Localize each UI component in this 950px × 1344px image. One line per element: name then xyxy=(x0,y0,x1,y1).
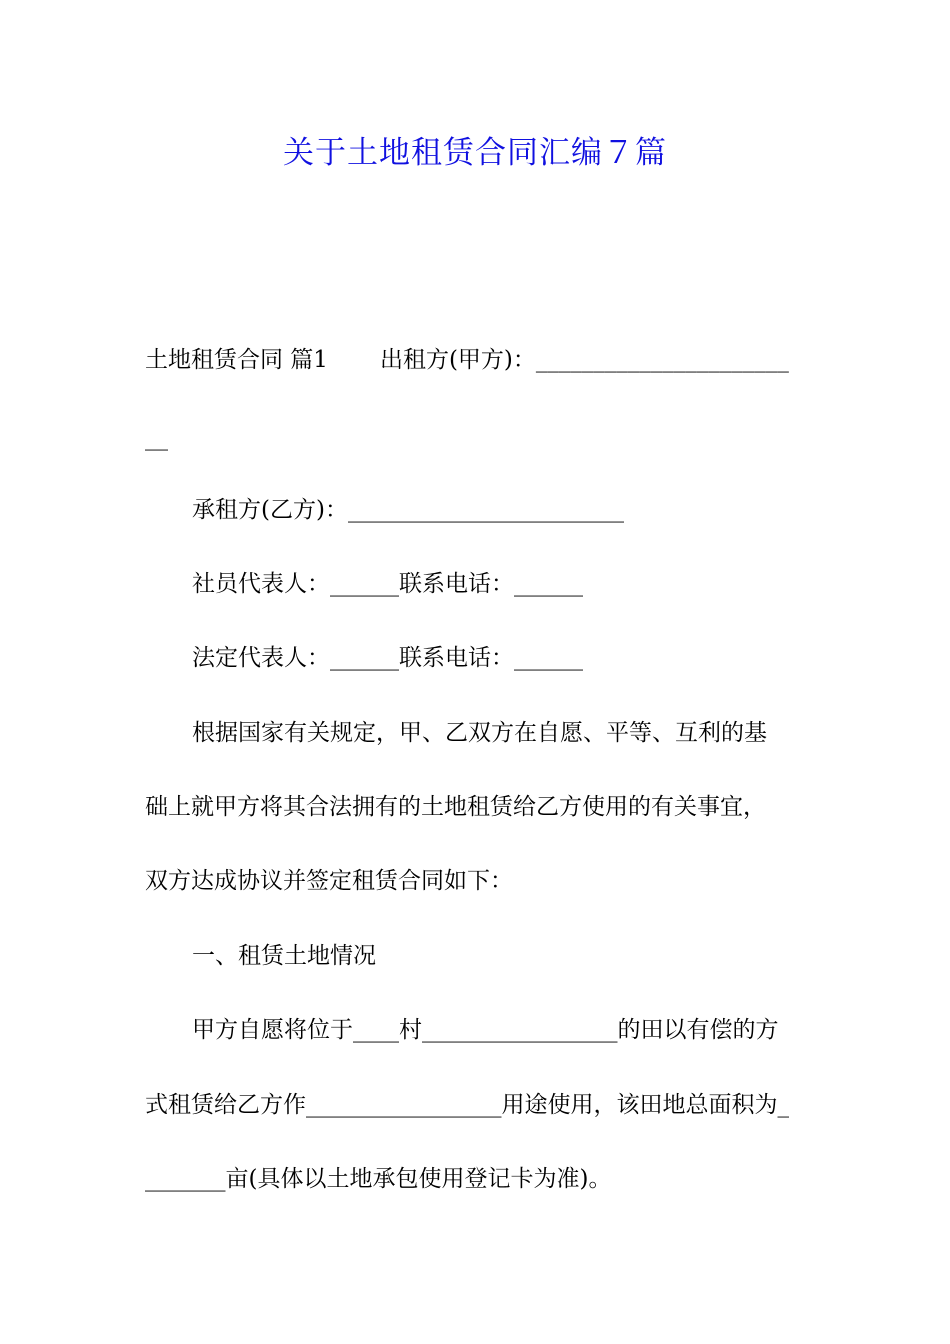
contract-heading-line xyxy=(145,340,810,380)
section-heading: 一、租赁土地情况 xyxy=(192,943,376,969)
lessor-field: 出租方(甲方)：______________________ xyxy=(379,347,789,373)
document-title: 关于土地租赁合同汇编７篇 xyxy=(283,135,667,171)
paragraph-line: _______亩(具体以土地承包使用登记卡为准)。 xyxy=(145,1166,612,1192)
legal-representative-field: 法定代表人：______联系电话：______ xyxy=(192,645,583,671)
paragraph-line: 甲方自愿将位于____村_________________的田以有偿的方 xyxy=(192,1017,779,1043)
paragraph-line: 础上就甲方将其合法拥有的土地租赁给乙方使用的有关事宜， xyxy=(145,794,766,820)
paragraph-line: 双方达成协议并签定租赁合同如下： xyxy=(145,868,513,894)
paragraph-line: 根据国家有关规定，甲、乙双方在自愿、平等、互利的基 xyxy=(192,720,767,746)
paragraph-line: 式租赁给乙方作_________________用途使用，该田地总面积为_ xyxy=(145,1092,789,1118)
contract-heading: 土地租赁合同 篇1 xyxy=(145,347,328,373)
lessor-field-continuation: __ xyxy=(145,425,168,451)
lessee-field: 承租方(乙方)：________________________ xyxy=(192,497,624,523)
member-representative-field: 社员代表人：______联系电话：______ xyxy=(192,571,583,597)
